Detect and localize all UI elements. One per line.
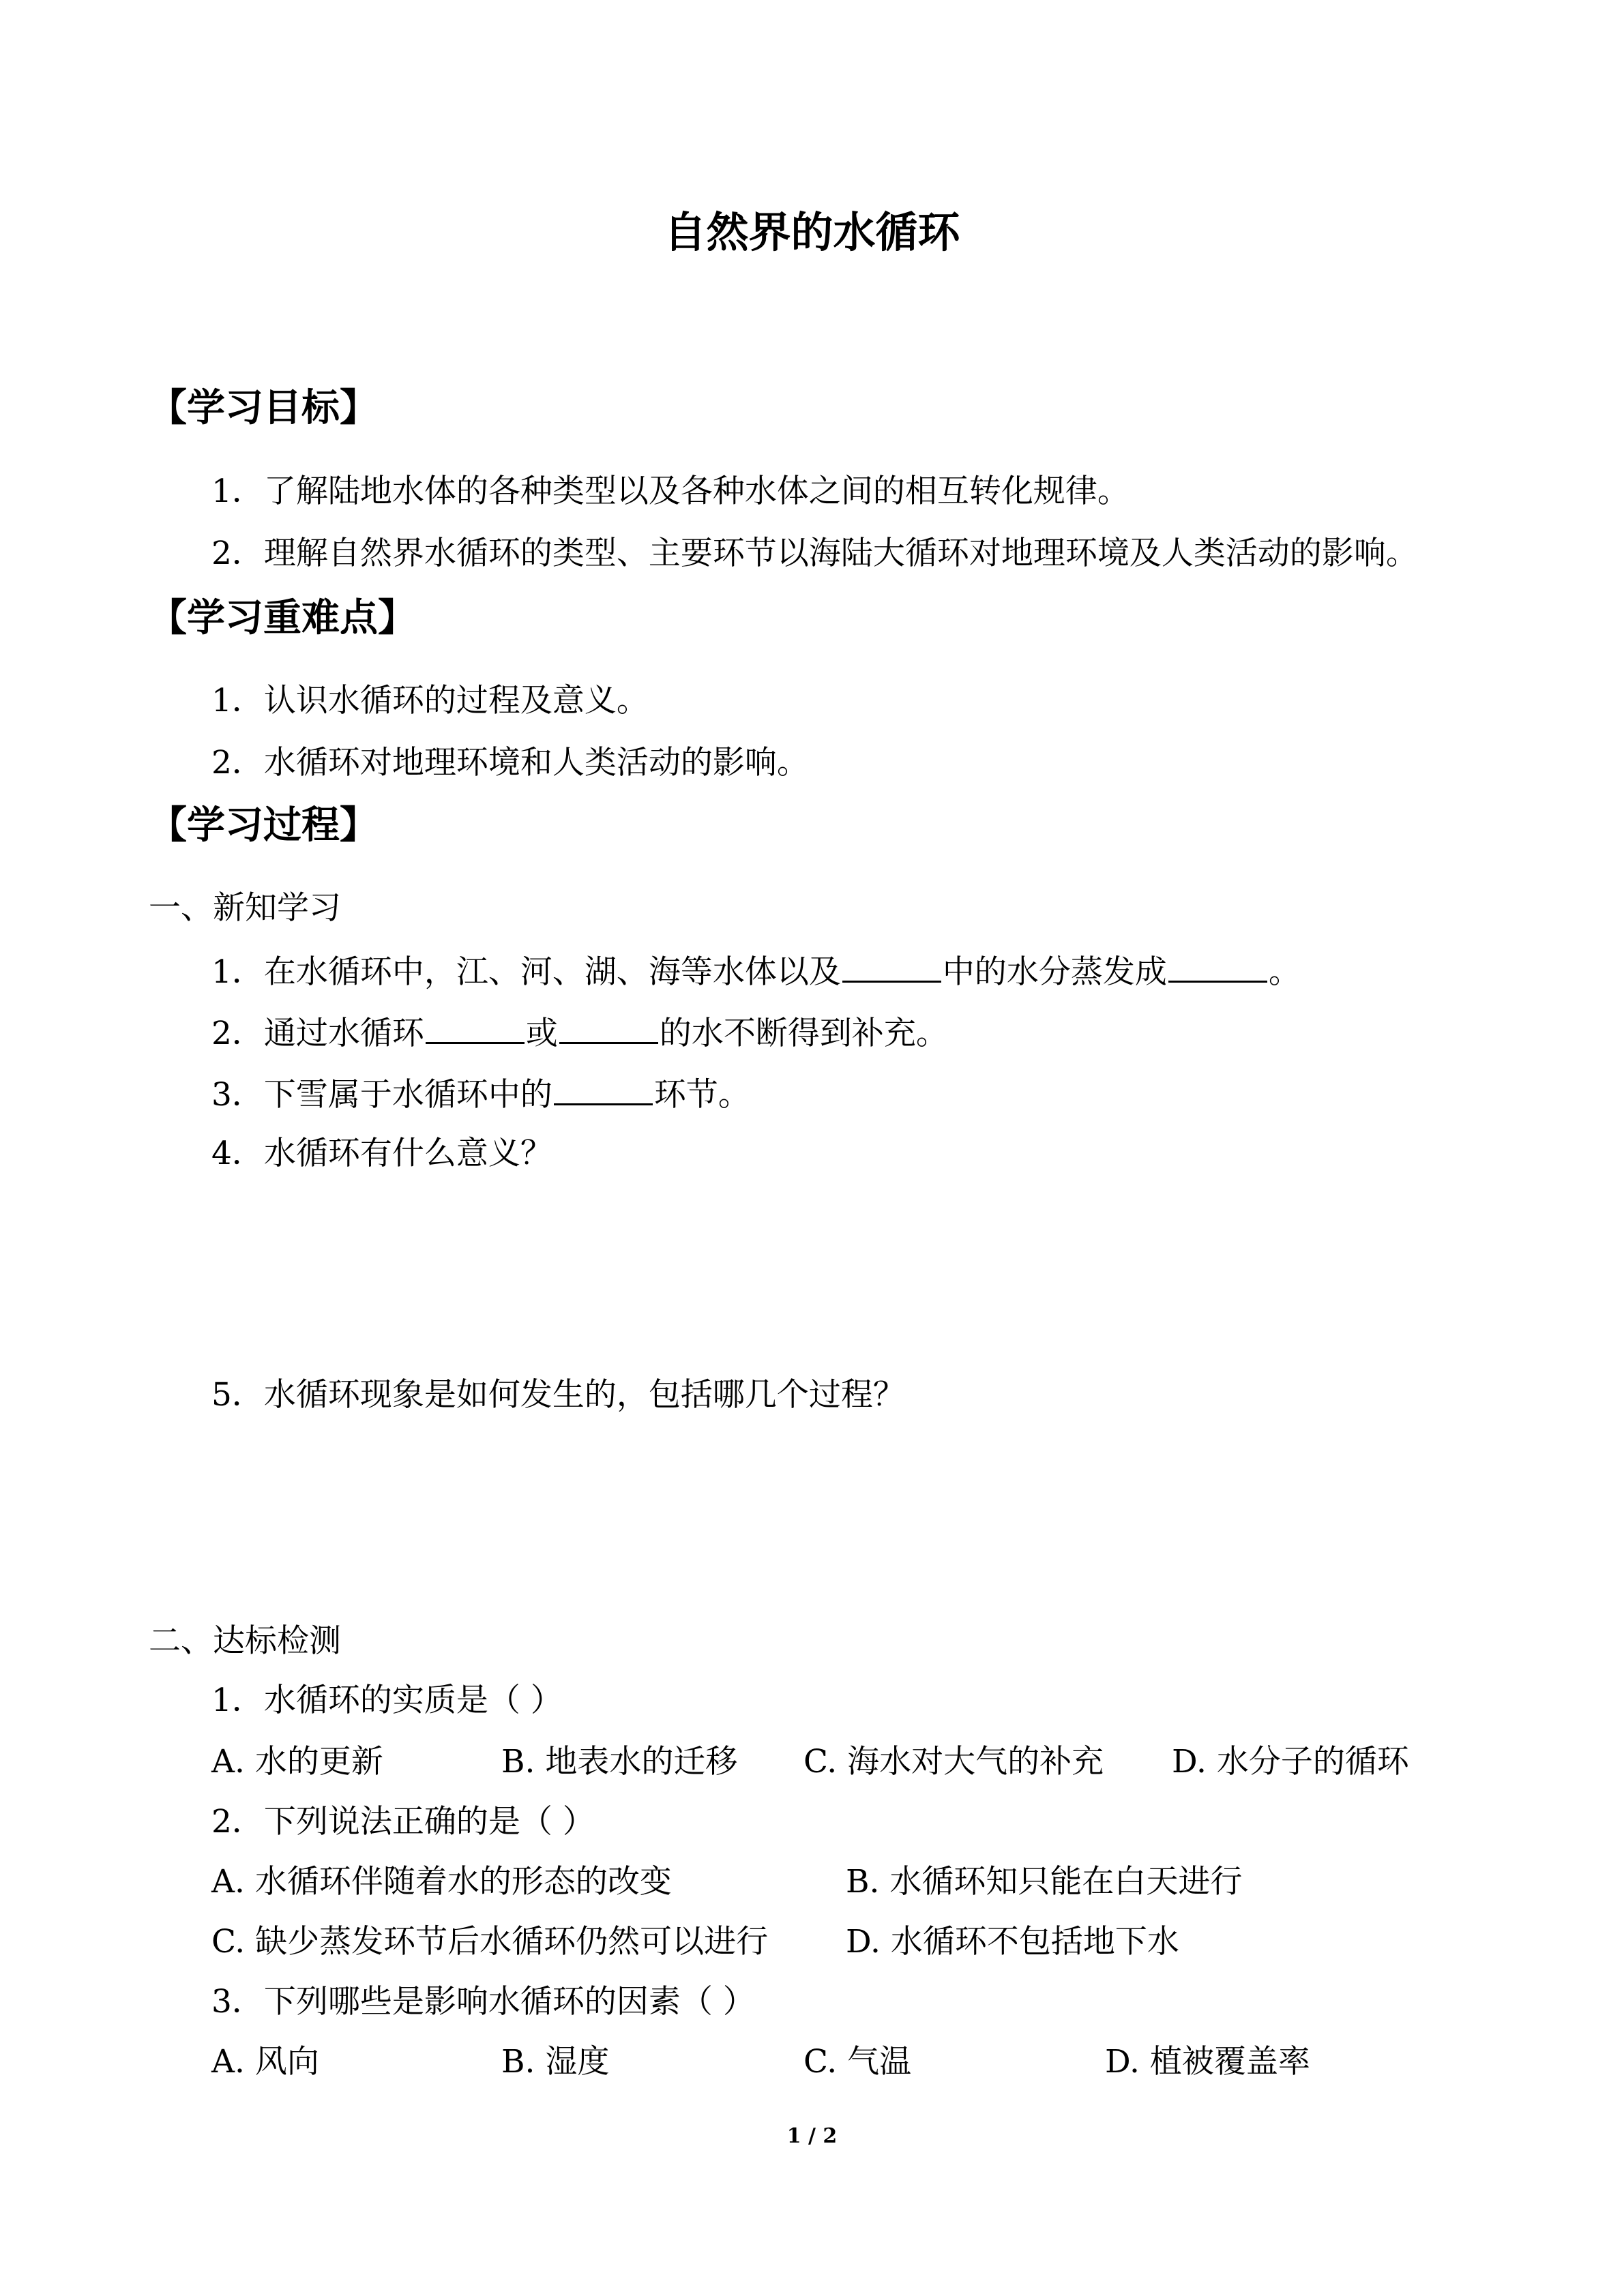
- quiz-2-option-a[interactable]: A. 水循环伴随着水的形态的改变: [211, 1863, 672, 1900]
- process-heading: 【学习过程】: [149, 803, 378, 848]
- part1-label: 一、新知学习: [149, 889, 341, 927]
- quiz-3-option-c[interactable]: C. 气温: [803, 2043, 912, 2081]
- quiz-2-option-b[interactable]: B. 水循环知只能在白天进行: [846, 1863, 1243, 1900]
- quiz-3-option-b[interactable]: B. 湿度: [501, 2043, 610, 2081]
- fill-question-2-text-a: 2．通过水循环: [211, 1015, 424, 1052]
- fill-question-3-text-b: 环节。: [653, 1076, 750, 1114]
- objectives-heading: 【学习目标】: [149, 385, 378, 430]
- answer-blank[interactable]: [842, 953, 941, 983]
- quiz-1-option-c[interactable]: C. 海水对大气的补充: [803, 1743, 1104, 1780]
- quiz-2-option-c[interactable]: C. 缺少蒸发环节后水循环仍然可以进行: [211, 1923, 769, 1960]
- answer-blank[interactable]: [1168, 953, 1267, 983]
- fill-question-1-text-a: 1．在水循环中，江、河、湖、海等水体以及: [211, 953, 841, 991]
- objective-item-2: 2．理解自然界水循环的类型、主要环节以海陆大循环对地理环境及人类活动的影响。: [211, 535, 1418, 572]
- quiz-3-option-d[interactable]: D. 植被覆盖率: [1105, 2043, 1310, 2081]
- quiz-question-2-stem: 2．下列说法正确的是（ ）: [211, 1803, 595, 1840]
- quiz-1-option-b[interactable]: B. 地表水的迁移: [501, 1743, 738, 1780]
- quiz-1-option-d[interactable]: D. 水分子的循环: [1172, 1743, 1409, 1780]
- fill-question-1-text-c: 。: [1268, 953, 1301, 991]
- fill-question-3: [211, 1076, 750, 1114]
- quiz-1-option-a[interactable]: A. 水的更新: [211, 1743, 383, 1780]
- open-question-5: 5．水循环现象是如何发生的，包括哪几个过程？: [211, 1376, 905, 1414]
- page-indicator: 1 / 2: [786, 2124, 838, 2148]
- quiz-3-option-a[interactable]: A. 风向: [211, 2043, 319, 2081]
- key-point-item-1: 1．认识水循环的过程及意义。: [211, 682, 649, 719]
- quiz-2-option-d[interactable]: D. 水循环不包括地下水: [846, 1923, 1179, 1960]
- part2-label: 二、达标检测: [149, 1622, 341, 1660]
- fill-question-2-text-b: 或: [525, 1015, 558, 1052]
- fill-question-3-text-a: 3．下雪属于水循环中的: [211, 1076, 552, 1114]
- fill-question-2: [211, 1015, 948, 1052]
- answer-blank[interactable]: [559, 1015, 658, 1044]
- fill-question-1-text-b: 中的水分蒸发成: [942, 953, 1167, 991]
- objective-item-1: 1．了解陆地水体的各种类型以及各种水体之间的相互转化规律。: [211, 473, 1130, 510]
- open-question-4: 4．水循环有什么意义？: [211, 1135, 552, 1172]
- quiz-question-3-stem: 3．下列哪些是影响水循环的因素（ ）: [211, 1983, 755, 2021]
- key-point-item-2: 2．水循环对地理环境和人类活动的影响。: [211, 744, 809, 781]
- page-title: 自然界的水循环: [664, 207, 960, 257]
- fill-question-2-text-c: 的水不断得到补充。: [659, 1015, 948, 1052]
- key-points-heading: 【学习重难点】: [149, 595, 416, 640]
- answer-blank[interactable]: [426, 1015, 525, 1044]
- quiz-question-1-stem: 1．水循环的实质是（ ）: [211, 1682, 563, 1719]
- fill-question-1: [211, 953, 1301, 991]
- answer-blank[interactable]: [554, 1076, 653, 1105]
